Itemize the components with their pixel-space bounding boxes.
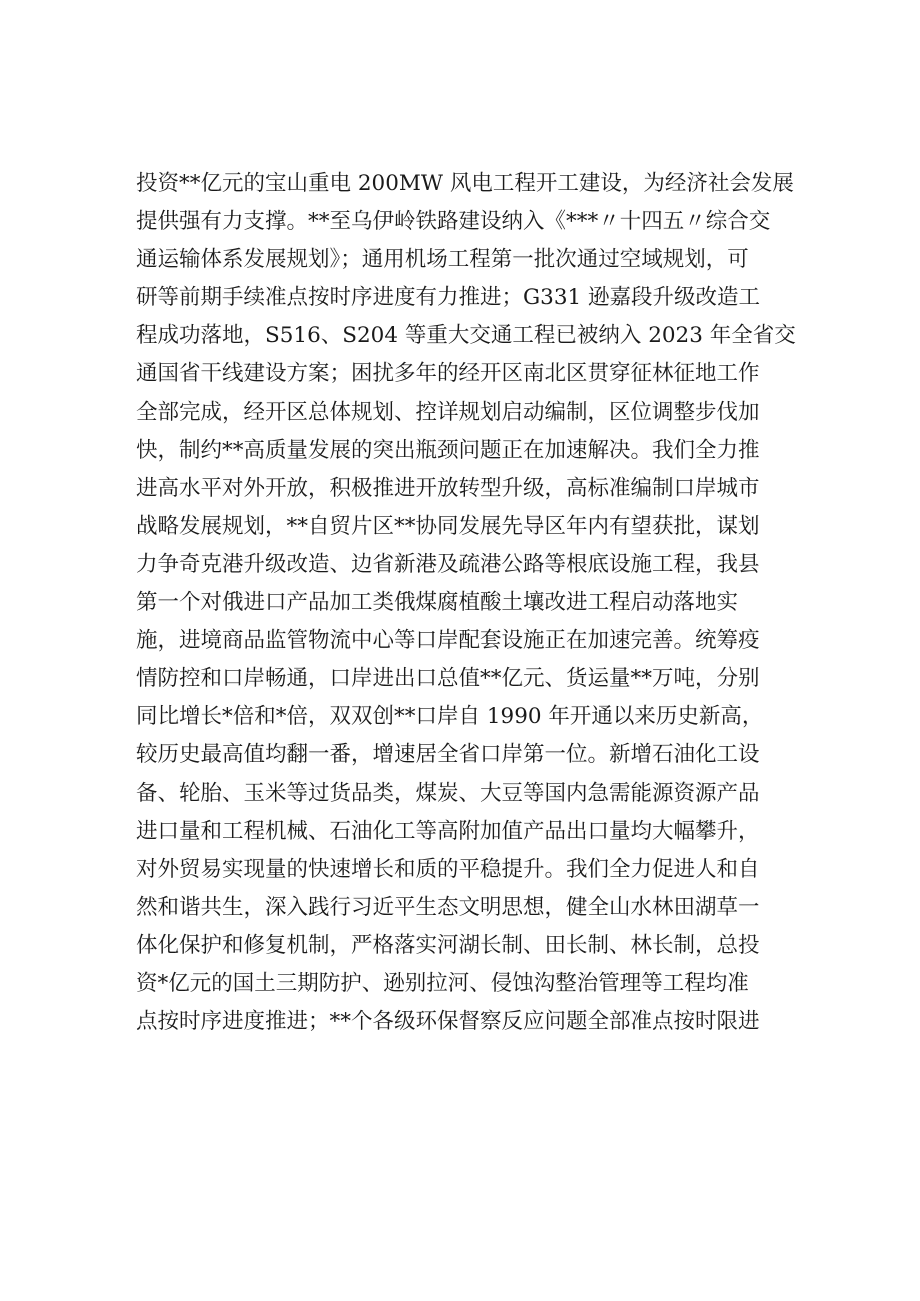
paragraph-line: 提供强有力支撑。**至乌伊岭铁路建设纳入《***〃十四五〃综合交 <box>136 209 771 235</box>
paragraph-line: 然和谐共生，深入践行习近平生态文明思想，健全山水林田湖草一 <box>136 894 760 920</box>
paragraph-line: 投资**亿元的宝山重电 200MW 风电工程开工建设，为经济社会发展 <box>136 171 794 196</box>
body-paragraph <box>136 165 806 1041</box>
paragraph-line: 进口量和工程机械、石油化工等高附加值产品出口量均大幅攀升， <box>136 818 760 844</box>
paragraph-line: 程成功落地，S516、S204 等重大交通工程已被纳入 2023 年全省交 <box>136 323 796 349</box>
paragraph-line: 通运输体系发展规划》；通用机场工程第一批次通过空域规划，可 <box>136 247 749 273</box>
paragraph-line: 体化保护和修复机制，严格落实河湖长制、田长制、林长制，总投 <box>136 932 760 958</box>
paragraph-line: 通国省干线建设方案；困扰多年的经开区南北区贯穿征林征地工作 <box>136 361 760 387</box>
paragraph-line: 对外贸易实现量的快速增长和质的平稳提升。我们全力促进人和自 <box>136 856 760 882</box>
paragraph-line: 同比增长*倍和*倍，双双创**口岸自 1990 年开通以来历史新高， <box>136 704 764 730</box>
paragraph-line: 研等前期手续准点按时序进度有力推进；G331 逊嘉段升级改造工 <box>136 285 761 311</box>
paragraph-line: 战略发展规划，**自贸片区**协同发展先导区年内有望获批，谋划 <box>136 513 760 539</box>
paragraph-line: 全部完成，经开区总体规划、控详规划启动编制，区位调整步伐加 <box>136 399 760 425</box>
paragraph-line: 资*亿元的国土三期防护、逊别拉河、侵蚀沟整治管理等工程均准 <box>136 970 749 996</box>
paragraph-line: 点按时序进度推进；**个各级环保督察反应问题全部准点按时限进 <box>136 1009 760 1035</box>
paragraph-line: 第一个对俄进口产品加工类俄煤腐植酸土壤改进工程启动落地实 <box>136 590 739 616</box>
paragraph-line: 快，制约**高质量发展的突出瓶颈问题正在加速解决。我们全力推 <box>136 437 760 463</box>
paragraph-line: 施，进境商品监管物流中心等口岸配套设施正在加速完善。统筹疫 <box>136 628 760 654</box>
paragraph-line: 力争奇克港升级改造、边省新港及疏港公路等根底设施工程，我县 <box>136 551 760 577</box>
paragraph-line: 进高水平对外开放，积极推进开放转型升级，高标准编制口岸城市 <box>136 475 760 501</box>
paragraph-line: 情防控和口岸畅通，口岸进出口总值**亿元、货运量**万吨，分别 <box>136 666 760 692</box>
paragraph-line: 较历史最高值均翻一番，增速居全省口岸第一位。新增石油化工设 <box>136 742 760 768</box>
paragraph-line: 备、轮胎、玉米等过货品类，煤炭、大豆等国内急需能源资源产品 <box>136 780 760 806</box>
